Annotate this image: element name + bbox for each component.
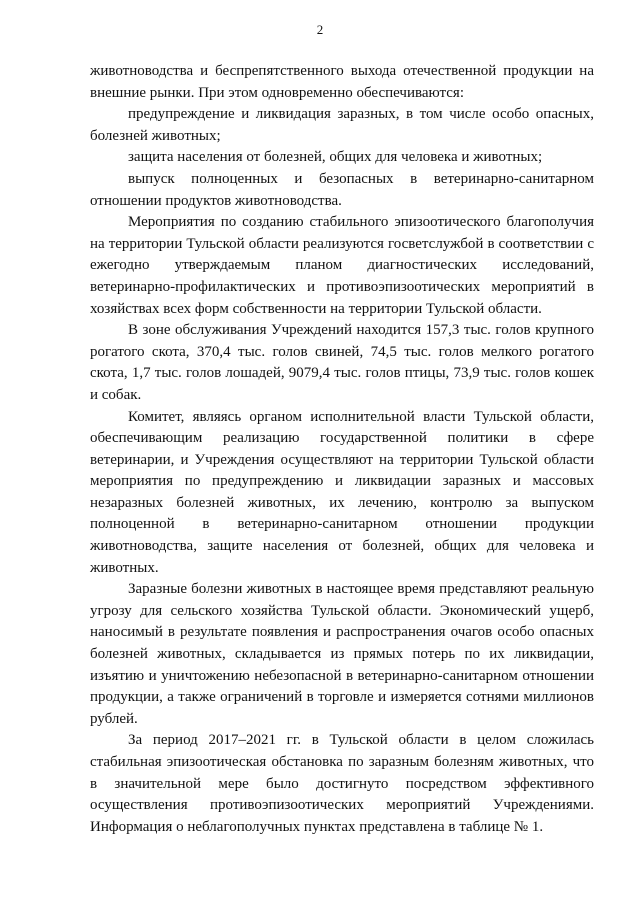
paragraph-continuation: животноводства и беспрепятственного выхода отечественной продукции на внешние рынки. При этом одновременно обеспечиваются: bbox=[90, 63, 594, 101]
paragraph-disease-threat: Заразные болезни животных в настоящее время представляют реальную угрозу для сельского хозяйства Тульской области. Экономический ущерб, наносимый в результате появления и распространения очагов особо опасных болезней животных, складывается из прямых потерь по их ликвидации, изъятию и уничтожению небезопасной в ветеринарно-санитарном отношении продукции, а также ограничений в торговле и измеряется сотнями миллионов рублей. bbox=[90, 581, 594, 727]
paragraph-livestock-counts: В зоне обслуживания Учреждений находится 157,3 тыс. голов крупного рогатого скота, 370,4 тыс. голов свиней, 74,5 тыс. голов мелкого рогатого скота, 1,7 тыс. голов лошадей, 9079,4 тыс. голов птицы, 73,9 тыс. голов кошек и собак. bbox=[90, 322, 594, 403]
paragraph-committee: Комитет, являясь органом исполнительной власти Тульской области, обеспечивающим реализацию государственной политики в сфере ветеринарии, и Учреждения осуществляют на территории Тульской области мероприятия по предупреждению и ликвидации заразных и массовых незаразных болезней животных, их лечению, контролю за выпуском полноценной в ветеринарно-санитарном отношении продукции животноводства, защите населения от болезней, общих для человека и животных. bbox=[90, 408, 594, 576]
paragraph-measures: Мероприятия по созданию стабильного эпизоотического благополучия на территории Тульской области реализуются госветслужбой в соответствии с ежегодно утверждаемым планом диагностических исследований, ветеринарно-профилактических и противоэпизоотических мероприятий в хозяйствах всех форм собственности на территории Тульской области. bbox=[90, 214, 594, 317]
list-item-production: выпуск полноценных и безопасных в ветеринарно-санитарном отношении продуктов животноводства. bbox=[90, 170, 594, 209]
paragraph-epizootic-situation: За период 2017–2021 гг. в Тульской области в целом сложилась стабильная эпизоотическая обстановка по заразным болезням животных, что в значительной мере было достигнуто посредством эффективного осуществления противоэпизоотических мероприятий Учреждениями. Информация о неблагополучных пунктах представлена в таблице № 1. bbox=[90, 732, 594, 835]
list-item-prevention: предупреждение и ликвидация заразных, в том числе особо опасных, болезней животных; bbox=[90, 106, 594, 144]
list-item-protection: защита населения от болезней, общих для человека и животных; bbox=[128, 149, 543, 166]
page-number: 2 bbox=[316, 22, 324, 37]
document-body bbox=[90, 61, 594, 838]
